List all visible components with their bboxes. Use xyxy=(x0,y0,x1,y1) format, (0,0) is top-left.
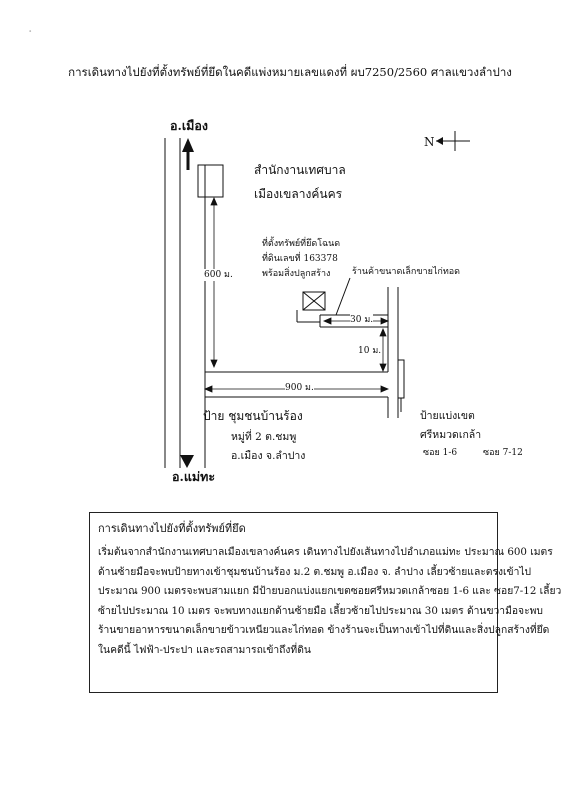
label-north-destination: อ.เมือง xyxy=(170,118,208,133)
municipal-office-building xyxy=(198,165,223,197)
village-sign-label-3: อ.เมือง จ.ลำปาง xyxy=(231,450,306,462)
directions-line: เริ่มต้นจากสำนักงานเทศบาลเมืองเขลางค์นคร เดินทางไปยังเส้นทางไปอำเภอแม่ทะ ประมาณ 600 เมตร xyxy=(98,546,553,558)
directions-line: ในคดีนี้ ไฟฟ้า-ประปา และรถสามารถเข้าถึงที่ดิน xyxy=(98,643,311,656)
directions-line: ประมาณ 900 เมตรจะพบสามแยก มีป้ายบอกแบ่งแยกเขตซอยศรีหมวดเกล้าซอย 1-6 และ ซอย7-12 เลี้ยว xyxy=(98,585,562,597)
dim-600 xyxy=(211,198,217,367)
north-arrow-icon xyxy=(436,131,470,151)
property-label-2: ที่ดินเลขที่ 163378 xyxy=(262,254,338,264)
directions-heading: การเดินทางไปยังที่ตั้งทรัพย์ที่ยึด xyxy=(98,522,246,535)
direction-arrow-south xyxy=(180,455,194,468)
border-sign-post xyxy=(398,360,404,398)
village-sign-label-2: หมู่ที่ 2 ต.ชมพู xyxy=(231,431,297,443)
property-label-3: พร้อมสิ่งปลูกสร้าง xyxy=(262,269,331,279)
north-label: N xyxy=(424,135,435,149)
border-sign-label-2: ศรีหมวดเกล้า xyxy=(420,429,482,441)
scan-mark-top: · xyxy=(28,24,33,40)
dist-10-label: 10 ม. xyxy=(358,346,382,356)
village-sign-label-1: ป้าย ชุมชนบ้านร้อง xyxy=(203,409,303,423)
municipal-office-label-1: สำนักงานเทศบาล xyxy=(254,163,346,177)
dist-30-label: 30 ม. xyxy=(350,315,374,325)
shop-label: ร้านค้าขนาดเล็กขายไก่ทอด xyxy=(352,267,460,277)
directions-line: ร้านขายอาหารขนาดเล็กขายข้าวเหนียวและไก่ทอด ข้างร้านจะเป็นทางเข้าไปที่ดินและสิ่งปลูกสร้างที่ยึด xyxy=(98,624,550,636)
shop-pointer xyxy=(336,278,350,315)
directions-line: ด้านซ้ายมือจะพบป้ายทางเข้าชุมชนบ้านร้อง ม.2 ต.ชมพู อ.เมือง จ. ลำปาง เลี้ยวซ้ายและตรงเข้าไป xyxy=(98,565,532,578)
dist-600-label: 600 ม. xyxy=(204,270,233,280)
direction-arrow-north xyxy=(182,138,194,170)
directions-box xyxy=(89,512,562,693)
dist-900-label: 900 ม. xyxy=(285,383,314,393)
border-sign-label-1: ป้ายแบ่งเขต xyxy=(420,410,475,422)
page-title: การเดินทางไปยังที่ตั้งทรัพย์ที่ยึดในคดีแพ่งหมายเลขแดงที่ ผบ7250/2560 ศาลแขวงลำปาง xyxy=(68,65,512,79)
soi-left-label: ซอย 1-6 xyxy=(423,448,458,458)
label-south-destination: อ.แม่ทะ xyxy=(172,469,216,484)
directions-line: ซ้ายไปประมาณ 10 เมตร จะพบทางแยกด้านซ้ายมือ เลี้ยวซ้ายไปประมาณ 30 เมตร ด้านขวามือจะพบ xyxy=(98,604,543,617)
soi-right-label: ซอย 7-12 xyxy=(483,448,523,458)
municipal-office-label-2: เมืองเขลางค์นคร xyxy=(254,187,343,201)
property-label-1: ที่ตั้งทรัพย์ที่ยึดโฉนด xyxy=(262,239,341,249)
